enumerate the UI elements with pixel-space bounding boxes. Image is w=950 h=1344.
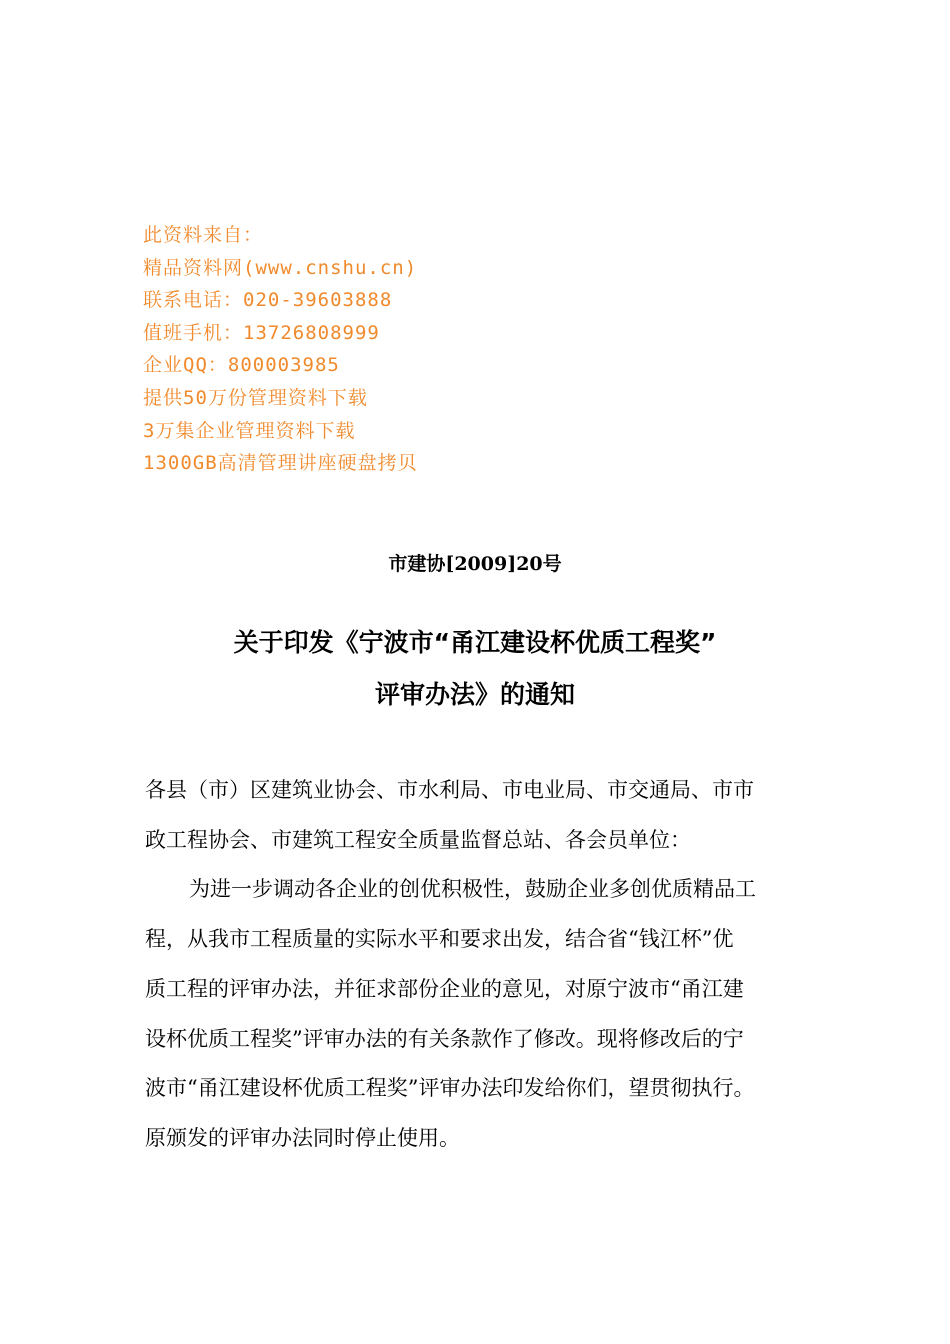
source-offer-line: 1300GB高清管理讲座硬盘拷贝 — [143, 452, 418, 475]
document-body — [145, 766, 825, 1164]
source-website-line: 精品资料网(www.cnshu.cn) — [143, 256, 418, 279]
body-paragraph-line: 为进一步调动各企业的创优积极性，鼓励企业多创优质精品工 — [189, 877, 756, 902]
recipients-line: 各县（市）区建筑业协会、市水利局、市电业局、市交通局、市市 — [145, 778, 754, 802]
body-paragraph-line: 原颁发的评审办法同时停止使用。 — [145, 1125, 460, 1150]
source-line: 此资料来自： — [143, 224, 264, 246]
source-qq-line: 企业QQ：800003985 — [143, 354, 340, 377]
source-info-block — [143, 219, 643, 480]
body-paragraph-line: 波市“甬江建设杯优质工程奖”评审办法印发给你们，望贯彻执行。 — [145, 1076, 755, 1101]
body-paragraph-line: 设杯优质工程奖”评审办法的有关条款作了修改。现将修改后的宁 — [145, 1026, 744, 1051]
body-paragraph-line: 质工程的评审办法，并征求部份企业的意见，对原宁波市“甬江建 — [145, 976, 744, 1001]
document-title — [0, 617, 950, 721]
source-mobile-line: 值班手机：13726808999 — [143, 321, 380, 344]
recipients-line: 政工程协会、市建筑工程安全质量监督总站、各会员单位： — [145, 827, 691, 852]
source-offer-line: 3万集企业管理资料下载 — [143, 419, 356, 442]
document-number: 市建协[2009]20号 — [388, 553, 562, 575]
source-phone-line: 联系电话：020-39603888 — [143, 289, 393, 312]
body-paragraph-line: 程，从我市工程质量的实际水平和要求出发，结合省“钱江杯”优 — [145, 927, 734, 952]
document-title-line: 关于印发《宁波市“甬江建设杯优质工程奖” — [233, 628, 717, 657]
source-offer-line: 提供50万份管理资料下载 — [143, 386, 368, 409]
document-title-line: 评审办法》的通知 — [374, 680, 575, 709]
